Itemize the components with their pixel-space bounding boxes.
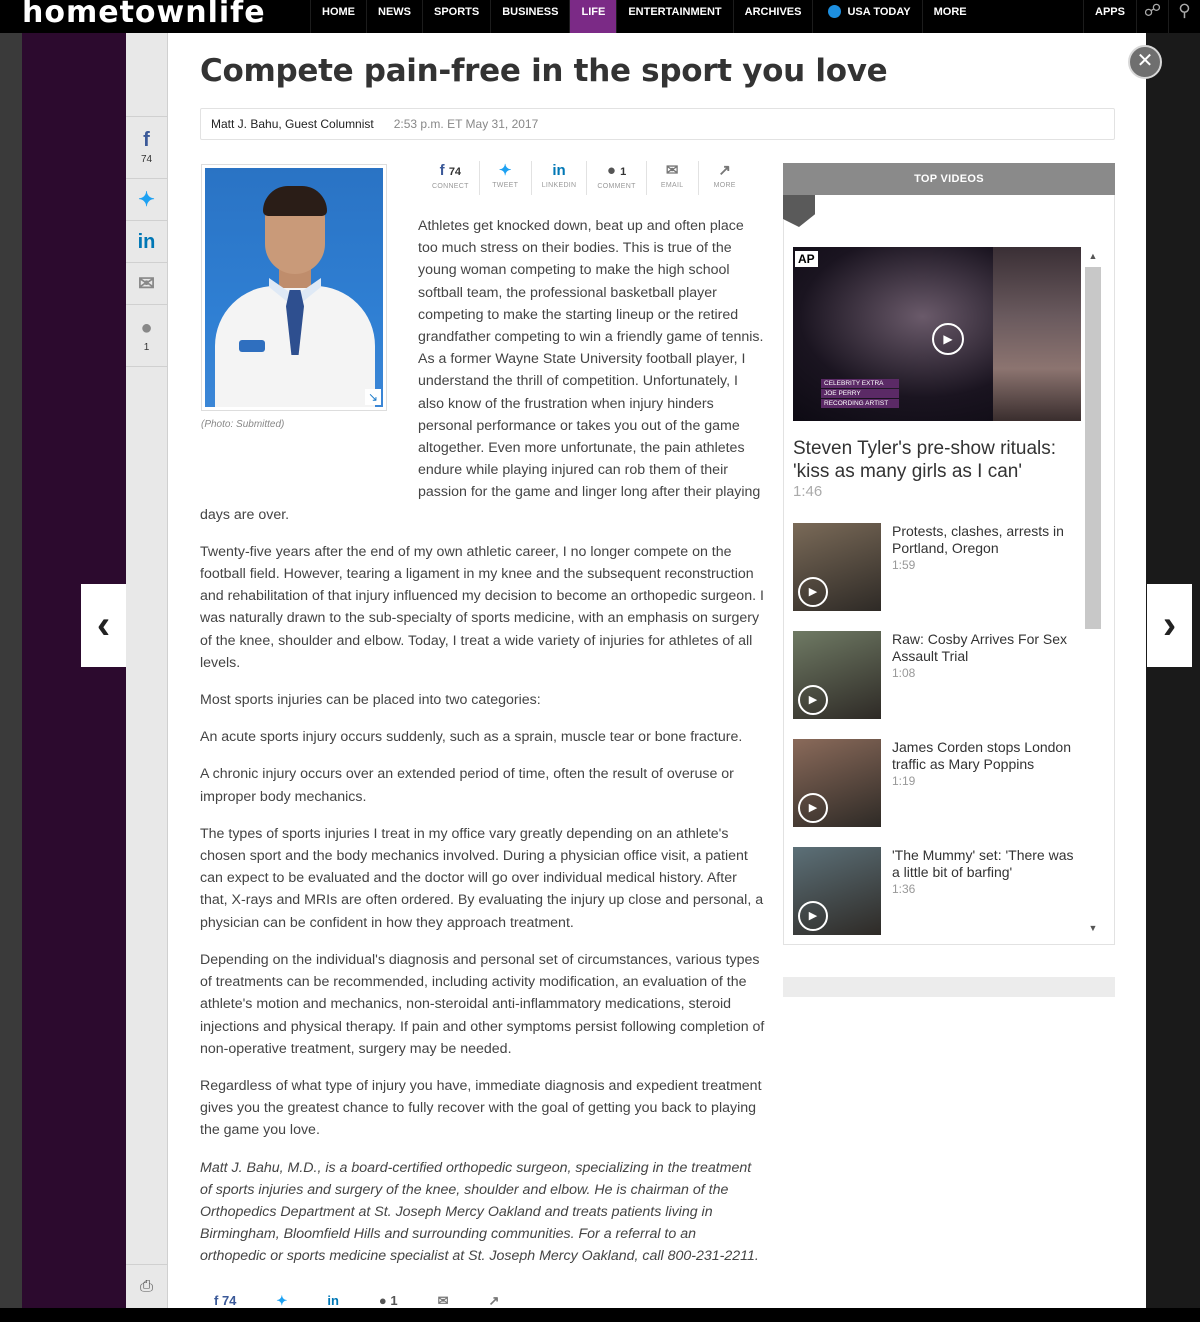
top-videos-header: TOP VIDEOS	[783, 163, 1115, 195]
print-icon[interactable]: ⎙	[126, 1264, 167, 1308]
featured-video-player[interactable]	[793, 247, 1081, 421]
video-title: Protests, clashes, arrests in Portland, Oregon	[892, 523, 1064, 556]
nav-archives[interactable]: ARCHIVES	[733, 0, 813, 33]
share-email-button[interactable]	[647, 161, 699, 195]
email-icon: ✉	[665, 162, 679, 179]
twitter-icon: ✦	[138, 188, 155, 211]
video-thumbnail	[793, 631, 881, 719]
video-list-scrollbar[interactable]	[1084, 247, 1102, 937]
featured-video-face	[993, 247, 1081, 421]
scrollbar-thumb[interactable]	[1085, 267, 1101, 629]
share-comment-count: 1	[620, 166, 627, 178]
share-facebook-count: 74	[448, 166, 462, 178]
backdrop-right	[1146, 33, 1200, 1308]
article-paragraph: Most sports injuries can be placed into two categories:	[200, 692, 541, 709]
video-list-item[interactable]	[793, 847, 1083, 955]
video-text	[881, 523, 1083, 631]
lower-third-line: JOE PERRY	[821, 389, 899, 398]
article-paragraph: Regardless of what type of injury you have, immediate diagnosis and expedient treatment gives you the greatest chance to fully recover with the goal of getting you back to playing the game you love.	[200, 1077, 762, 1139]
nav-sports[interactable]: SPORTS	[422, 0, 490, 33]
email-icon: ✉	[138, 272, 155, 295]
bottom-comment-count: 1	[390, 1293, 398, 1308]
article-headline: Compete pain-free in the sport you love	[200, 53, 888, 89]
play-icon[interactable]: ▶	[798, 793, 828, 823]
video-thumbnail	[793, 739, 881, 827]
more-share-icon: ↗	[718, 162, 731, 179]
nav-entertainment[interactable]: ENTERTAINMENT	[616, 0, 732, 33]
bottom-more-icon[interactable]: ↗	[488, 1293, 500, 1308]
video-text	[881, 631, 1083, 739]
share-twitter-label: TWEET	[492, 182, 519, 189]
play-icon[interactable]: ▶	[798, 577, 828, 607]
rail-email-button[interactable]	[126, 263, 167, 305]
nav-apps[interactable]: APPS	[1083, 0, 1136, 33]
video-duration: 1:59	[892, 558, 916, 572]
article-paragraph: Depending on the individual's diagnosis and personal set of circumstances, various types of treatments can be recommended, including activity modification, an evaluation of the athlete's motion and mechanics, non-steroidal anti-inflammatory medications, steroid injections and physical therapy. If pain and other symptoms persist following completion of non-operative treatment, surgery may be needed.	[200, 951, 765, 1057]
video-title: James Corden stops London traffic as Mary Poppins	[892, 739, 1071, 772]
facebook-icon: f	[143, 129, 150, 151]
close-button[interactable]: ✕	[1128, 45, 1162, 79]
article-paragraph: A chronic injury occurs over an extended period of time, often the result of overuse or improper body mechanics.	[200, 766, 734, 805]
photo-wrap-spacer	[200, 215, 418, 495]
share-comment-button[interactable]	[587, 161, 646, 195]
lower-third-line: CELEBRITY EXTRA	[821, 379, 899, 388]
top-nav	[0, 0, 1200, 33]
bottom-linkedin-icon[interactable]: in	[327, 1293, 339, 1308]
video-text	[881, 739, 1083, 847]
play-icon[interactable]: ▶	[798, 685, 828, 715]
usa-today-dot-icon	[828, 5, 841, 18]
scroll-up-arrow-icon[interactable]: ▲	[1088, 251, 1098, 261]
share-row	[422, 161, 751, 195]
previous-article-arrow-icon[interactable]: ‹	[81, 584, 126, 667]
video-list-item[interactable]	[793, 631, 1083, 739]
bottom-share-row	[214, 1293, 499, 1308]
video-thumbnail	[793, 847, 881, 935]
bottom-email-icon[interactable]: ✉	[437, 1293, 449, 1308]
photo-hair	[263, 186, 327, 216]
byline-date: 2:53 p.m. ET May 31, 2017	[393, 117, 539, 131]
play-icon[interactable]: ▶	[932, 323, 964, 355]
ap-badge: AP	[795, 251, 818, 267]
share-comment-label: COMMENT	[597, 183, 636, 190]
bottom-facebook-count: 74	[221, 1293, 237, 1308]
video-title: Raw: Cosby Arrives For Sex Assault Trial	[892, 631, 1068, 664]
article-paragraph: An acute sports injury occurs suddenly, such as a sprain, muscle tear or bone fracture.	[200, 729, 743, 746]
backdrop-purple	[22, 33, 126, 1308]
search-icon[interactable]: ⚲	[1168, 0, 1200, 33]
video-thumbnail	[793, 523, 881, 611]
nav-news[interactable]: NEWS	[366, 0, 422, 33]
nav-home[interactable]: HOME	[310, 0, 366, 33]
share-rail	[126, 33, 168, 1308]
featured-video-title[interactable]: Steven Tyler's pre-show rituals: 'kiss as many girls as I can'	[793, 438, 1057, 482]
ad-placeholder	[783, 977, 1115, 997]
video-duration: 1:19	[892, 774, 916, 788]
scroll-down-arrow-icon[interactable]: ▼	[1088, 923, 1098, 933]
linkedin-icon: in	[552, 162, 566, 179]
article-body	[200, 215, 765, 1283]
author-bio: Matt J. Bahu, M.D., is a board-certified orthopedic surgeon, specializing in the treatment of sports injuries and surgery of the knee, shoulder and elbow. He is chairman of the Orthopedics Department at St. Joseph Mercy Oakland and treats patients living in Birmingham, Bloomfield Hills and surrounding communities. For a referral to an orthopedic or sports medicine specialist at St. Joseph Mercy Oakland, call 800-231-2211.	[200, 1159, 759, 1265]
lower-third-line: RECORDING ARTIST	[821, 399, 899, 408]
rail-top-spacer	[126, 33, 167, 117]
share-email-label: EMAIL	[660, 182, 684, 189]
byline-author[interactable]: Matt J. Bahu, Guest Columnist	[211, 117, 374, 131]
comment-icon: ●	[140, 317, 153, 339]
share-linkedin-button[interactable]	[532, 161, 588, 195]
next-article-arrow-icon[interactable]: ›	[1147, 584, 1192, 667]
backdrop-left	[0, 33, 22, 1308]
nav-spacer	[978, 0, 1083, 33]
nav-business[interactable]: BUSINESS	[490, 0, 569, 33]
share-more-label: MORE	[713, 182, 736, 189]
video-list-item[interactable]	[793, 739, 1083, 847]
share-more-button[interactable]	[699, 161, 751, 195]
rail-twitter-button[interactable]	[126, 179, 167, 221]
rail-linkedin-button[interactable]	[126, 221, 167, 263]
bottom-bar	[0, 1308, 1200, 1322]
rail-comment-count: 1	[143, 342, 150, 353]
bottom-twitter-icon[interactable]: ✦	[276, 1293, 288, 1308]
article-paragraph: Twenty-five years after the end of my own athletic career, I no longer compete on the football field. However, tearing a ligament in my knee and the subsequent reconstruction and rehabilitation of that injury influenced my decision to become an orthopedic surgeon. I was naturally drawn to the sub-specialty of sports medicine, with an emphasis on surgery of the knee, shoulder and elbow. Today, I treat a wide variety of injuries for athletes of all levels.	[200, 543, 764, 671]
share-facebook-label: CONNECT	[432, 183, 469, 190]
lower-third	[821, 379, 899, 409]
video-duration: 1:08	[892, 666, 916, 680]
share-twitter-button[interactable]	[480, 161, 532, 195]
nav-usa-today-label: USA TODAY	[847, 6, 911, 18]
article-paragraph: Athletes get knocked down, beat up and often place too much stress on their bodies. This is true of the young woman competing to make the high school softball team, the professional basketball player competing to make the starting lineup or the retired grandfather competing to win a friendly game of tennis. As a former Wayne State University football player, I understand the thrill of competition. Unfortunately, I also know of the frustration when injury hinders personal performance or takes you out of the game altogether. Even more unfortunate, the pain athletes endure while playing injured can rob them of their passion for the game and linger long after their playing days are over.	[200, 218, 764, 523]
photo-caption: (Photo: Submitted)	[201, 419, 285, 430]
video-title: 'The Mummy' set: 'There was a little bit of barfing'	[892, 847, 1074, 880]
share-linkedin-label: LINKEDIN	[541, 182, 577, 189]
facebook-icon: f 74	[439, 162, 462, 179]
video-list	[793, 523, 1083, 955]
rail-facebook-count: 74	[140, 154, 153, 165]
twitter-icon: ✦	[498, 162, 512, 179]
bottom-comment-button[interactable]: ● 1	[378, 1293, 398, 1308]
site-logo[interactable]: hometownlife	[22, 0, 266, 30]
video-duration: 1:36	[892, 882, 916, 896]
share-network-icon[interactable]: ☍	[1136, 0, 1168, 33]
rail-comment-button[interactable]	[126, 305, 167, 367]
nav-life[interactable]: LIFE	[569, 0, 616, 33]
linkedin-icon: in	[137, 230, 156, 253]
byline	[200, 108, 1115, 140]
article-paragraph: The types of sports injuries I treat in my office vary greatly depending on an athlete's chosen sport and the body mechanics involved. During a physician office visit, a patient can expect to be evaluated and the doctor will go over individual medical history. After that, X-rays and MRIs are often ordered. By evaluating the injury up close and personal, a physician can be confident in how they approach treatment.	[200, 825, 764, 931]
featured-video-duration: 1:46	[793, 483, 823, 500]
expand-icon[interactable]: ↘	[365, 389, 381, 405]
video-list-item[interactable]	[793, 523, 1083, 631]
nav-more[interactable]: MORE	[922, 0, 978, 33]
play-icon[interactable]: ▶	[798, 901, 828, 931]
share-facebook-button[interactable]	[422, 161, 480, 195]
rail-facebook-button[interactable]	[126, 117, 167, 179]
bottom-facebook-button[interactable]: f 74	[214, 1293, 237, 1308]
comment-icon: ● 1	[606, 162, 627, 179]
article-panel	[168, 33, 1146, 1308]
nav-usa-today[interactable]	[812, 0, 921, 33]
video-text	[881, 847, 1083, 955]
